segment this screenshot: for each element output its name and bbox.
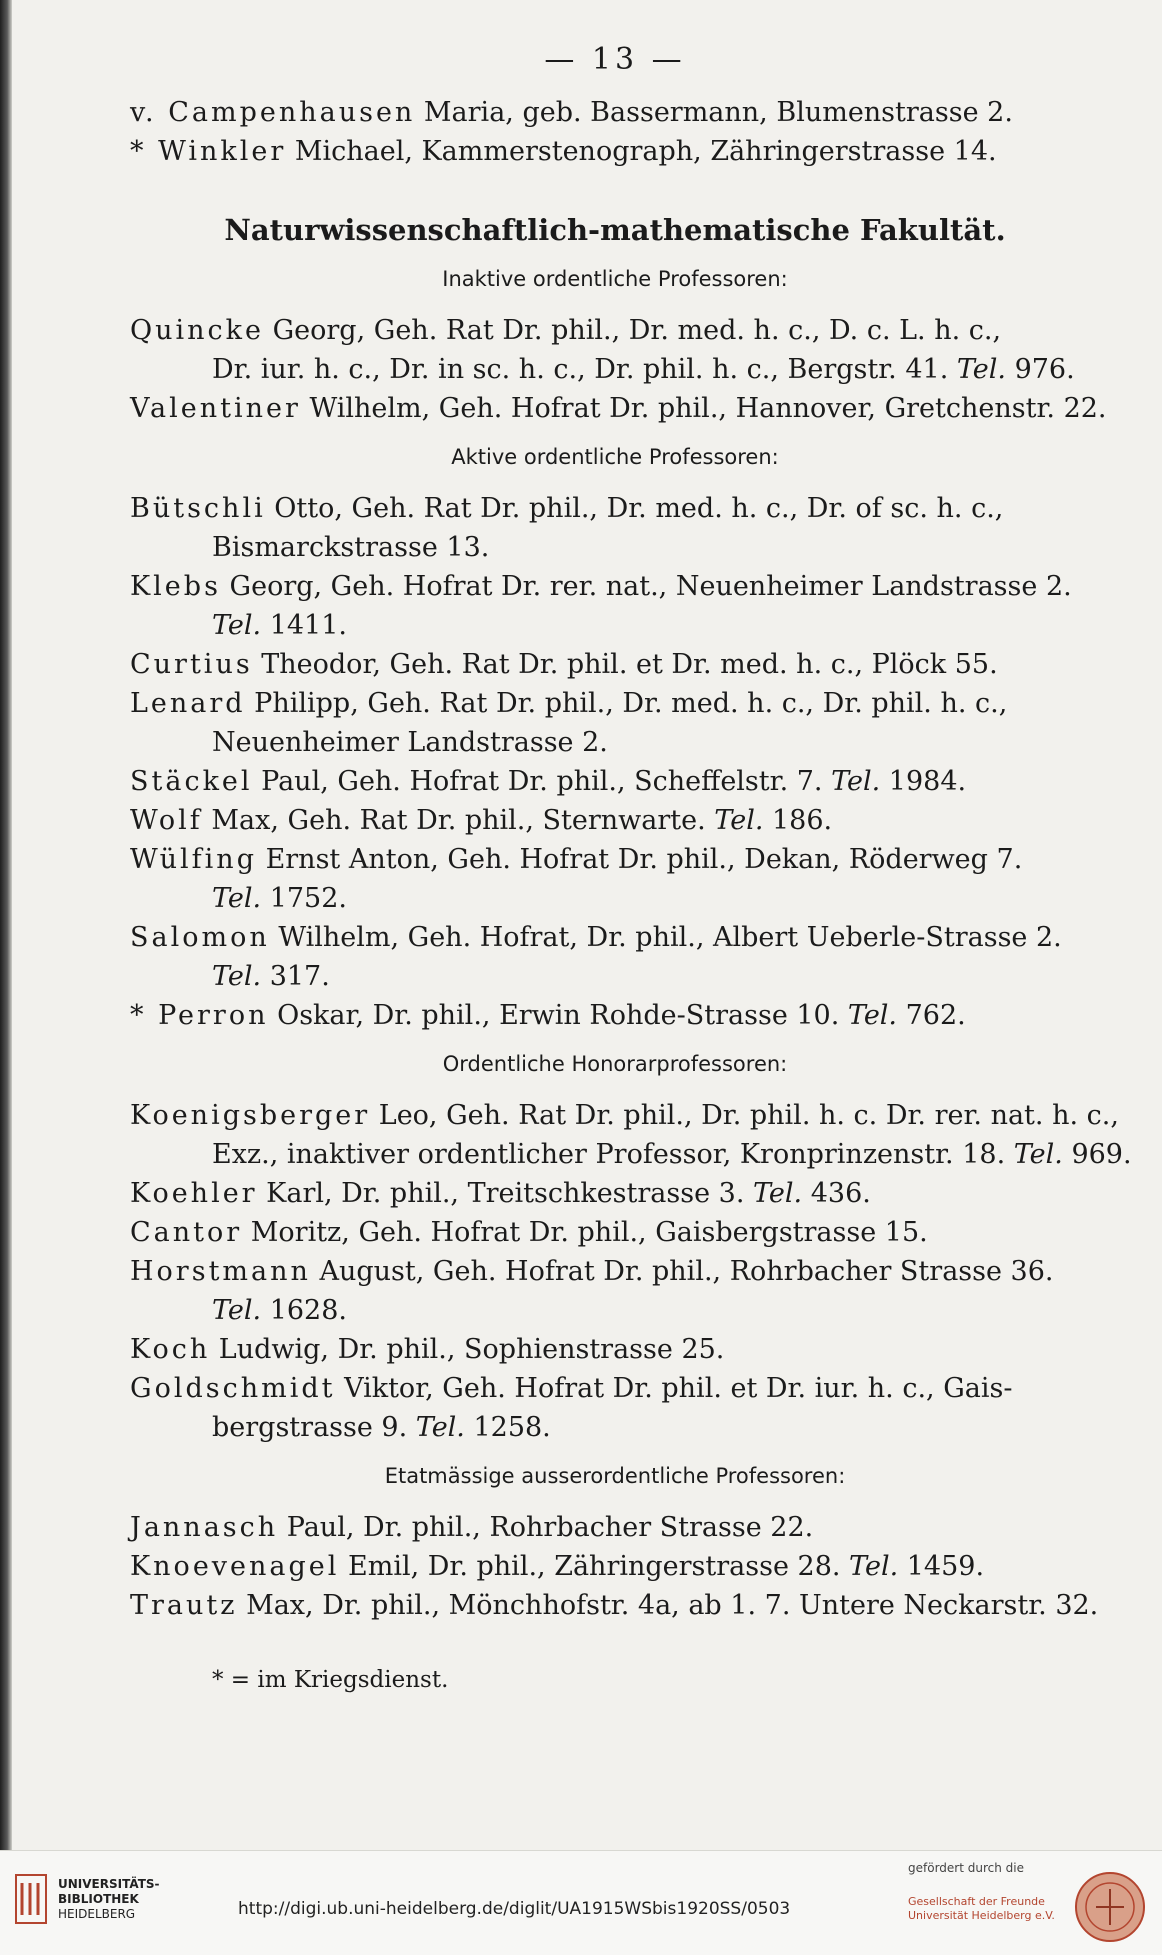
entry-salomon: Salomon Wilhelm, Geh. Hofrat, Dr. phil., Albert Ueberle-Strasse 2. — [130, 922, 1062, 953]
entry-buetschli: Bütschli Otto, Geh. Rat Dr. phil., Dr. med. h. c., Dr. of sc. h. c., — [130, 493, 1004, 524]
faculty-title: Naturwissenschaftlich-mathematische Fakultät. — [224, 213, 1006, 247]
sponsor-name-line-1: Gesellschaft der Freunde — [908, 1895, 1045, 1908]
entry-wolf: Wolf Max, Geh. Rat Dr. phil., Sternwarte. Tel. 186. — [130, 805, 833, 836]
page-number: — 13 — — [544, 42, 686, 77]
entry-buetschli-cont: Bismarckstrasse 13. — [212, 532, 490, 563]
scanned-page — [12, 0, 1162, 1850]
entry-campenhausen: v. Campenhausen Maria, geb. Bassermann, Blumenstrasse 2. — [130, 97, 1013, 128]
entry-horstmann-cont: Tel. 1628. — [212, 1295, 347, 1326]
digitization-footer — [0, 1850, 1162, 1955]
entry-wuelfing: Wülfing Ernst Anton, Geh. Hofrat Dr. phil., Dekan, Röderweg 7. — [130, 844, 1023, 875]
entry-koehler: Koehler Karl, Dr. phil., Treitschkestrasse 3. Tel. 436. — [130, 1178, 871, 1209]
section-heading-inactive: Inaktive ordentliche Professoren: — [442, 267, 788, 291]
entry-koch: Koch Ludwig, Dr. phil., Sophienstrasse 25. — [130, 1334, 725, 1365]
section-heading-honorary: Ordentliche Honorarprofessoren: — [442, 1052, 788, 1076]
entry-cantor: Cantor Moritz, Geh. Hofrat Dr. phil., Gaisbergstrasse 15. — [130, 1217, 928, 1248]
entry-wuelfing-cont: Tel. 1752. — [212, 883, 347, 914]
entry-valentiner: Valentiner Wilhelm, Geh. Hofrat Dr. phil., Hannover, Gretchenstr. 22. — [130, 393, 1107, 424]
entry-koenigsberger-cont: Exz., inaktiver ordentlicher Professor, Kronprinzenstr. 18. Tel. 969. — [212, 1139, 1132, 1170]
entry-salomon-cont: Tel. 317. — [212, 961, 330, 992]
entry-lenard-cont: Neuenheimer Landstrasse 2. — [212, 727, 608, 758]
page-content — [130, 40, 1132, 1700]
entry-klebs-cont: Tel. 1411. — [212, 610, 347, 641]
sponsor-block — [908, 1861, 1058, 1923]
sponsor-name-line-2: Universität Heidelberg e.V. — [908, 1909, 1055, 1922]
sponsor-label: gefördert durch die — [908, 1861, 1024, 1875]
entry-winkler: * Winkler Michael, Kammerstenograph, Zähringerstrasse 14. — [130, 136, 997, 167]
footnote: * = im Kriegsdienst. — [212, 1667, 449, 1693]
section-heading-active: Aktive ordentliche Professoren: — [451, 445, 779, 469]
permalink-url[interactable]: http://digi.ub.uni-heidelberg.de/diglit/UA1915WSbis1920SS/0503 — [238, 1899, 791, 1919]
entry-quincke: Quincke Georg, Geh. Rat Dr. phil., Dr. med. h. c., D. c. L. h. c., — [130, 315, 1002, 346]
library-name: UNIVERSITÄTS- BIBLIOTHEK HEIDELBERG — [58, 1876, 160, 1921]
entry-curtius: Curtius Theodor, Geh. Rat Dr. phil. et Dr. med. h. c., Plöck 55. — [130, 649, 998, 680]
entry-goldschmidt: Goldschmidt Viktor, Geh. Hofrat Dr. phil. et Dr. iur. h. c., Gais- — [130, 1373, 1013, 1404]
entry-trautz: Trautz Max, Dr. phil., Mönchhofstr. 4a, ab 1. 7. Untere Neckarstr. 32. — [130, 1590, 1099, 1621]
entry-jannasch: Jannasch Paul, Dr. phil., Rohrbacher Strasse 22. — [130, 1512, 814, 1543]
entry-koenigsberger: Koenigsberger Leo, Geh. Rat Dr. phil., Dr. phil. h. c. Dr. rer. nat. h. c., — [130, 1100, 1119, 1131]
library-logo[interactable] — [14, 1873, 160, 1925]
entry-horstmann: Horstmann August, Geh. Hofrat Dr. phil., Rohrbacher Strasse 36. — [130, 1256, 1054, 1287]
entry-perron: * Perron Oskar, Dr. phil., Erwin Rohde-Strasse 10. Tel. 762. — [130, 1000, 966, 1031]
entry-knoevenagel: Knoevenagel Emil, Dr. phil., Zähringerstrasse 28. Tel. 1459. — [130, 1551, 985, 1582]
entry-quincke-cont: Dr. iur. h. c., Dr. in sc. h. c., Dr. phil. h. c., Bergstr. 41. Tel. 976. — [212, 354, 1075, 385]
entry-lenard: Lenard Philipp, Geh. Rat Dr. phil., Dr. med. h. c., Dr. phil. h. c., — [130, 688, 1008, 719]
university-seal-icon — [1074, 1871, 1146, 1943]
book-spine-edge — [0, 0, 12, 1954]
library-emblem-icon — [14, 1873, 48, 1925]
entry-goldschmidt-cont: bergstrasse 9. Tel. 1258. — [212, 1412, 551, 1443]
section-heading-extraordinary: Etatmässige ausserordentliche Professoren: — [384, 1464, 846, 1488]
entry-klebs: Klebs Georg, Geh. Hofrat Dr. rer. nat., Neuenheimer Landstrasse 2. — [130, 571, 1072, 602]
entry-staeckel: Stäckel Paul, Geh. Hofrat Dr. phil., Scheffelstr. 7. Tel. 1984. — [130, 766, 967, 797]
